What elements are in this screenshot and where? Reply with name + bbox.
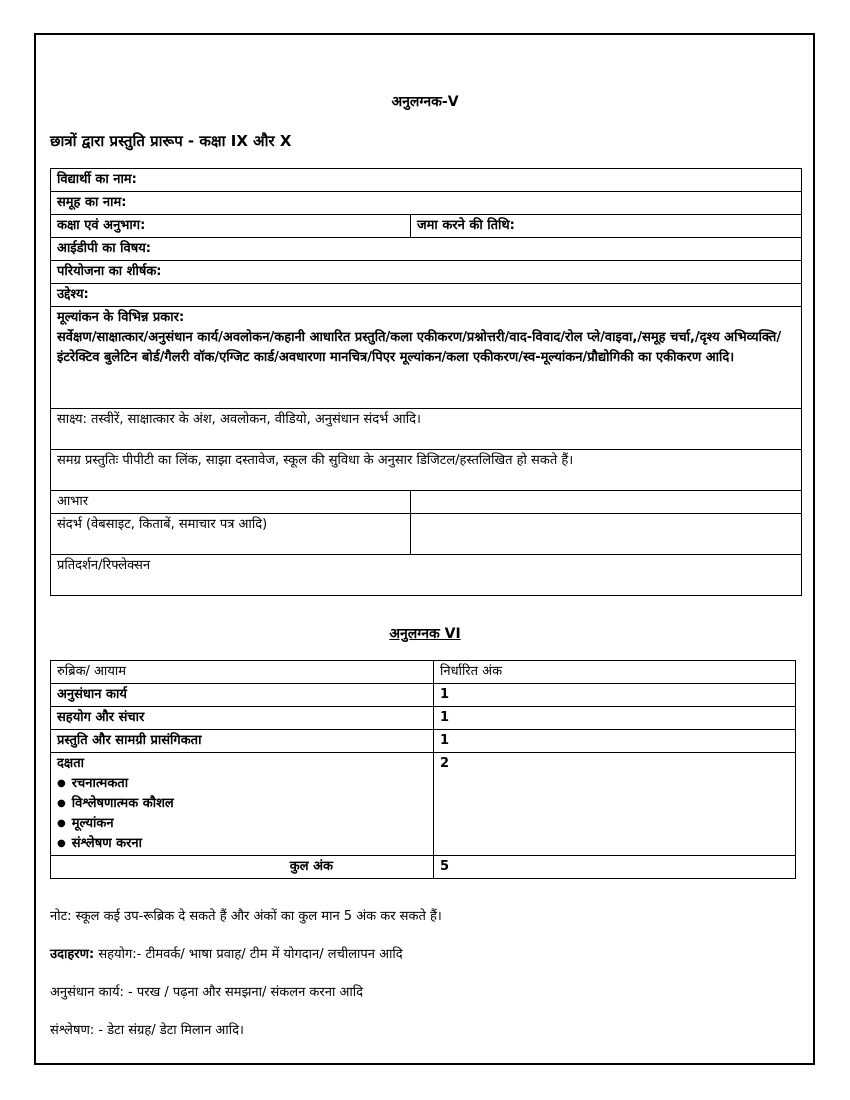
annex-5-title: अनुलग्नक-V [391,94,459,110]
assessment-types-label: मूल्यांकन के विभिन्न प्रकार: [57,310,185,325]
form-heading: छात्रों द्वारा प्रस्तुति प्रारूप - कक्षा IX और X [50,132,292,150]
table-row [51,753,796,856]
submission-date-field: जमा करने की तिथि: [411,215,802,238]
skills-label: दक्षता [57,756,85,771]
reflection-field: प्रतिदर्शन/रिफ्लेक्सन [51,555,802,596]
project-title-field: परियोजना का शीर्षक: [51,261,802,284]
rubric-label: प्रस्तुति और सामग्री प्रासंगिकता [51,730,434,753]
student-name-field: विद्यार्थी का नाम: [51,169,802,192]
acknowledgement-value [411,491,802,514]
table-row [51,730,796,753]
rubric-marks: 1 [434,684,796,707]
marks-header: निर्धारित अंक [434,661,796,684]
table-row [51,684,796,707]
rubric-header: रुब्रिक/ आयाम [51,661,434,684]
example-label: उदाहरण: [50,947,95,962]
presentation-format-table [50,168,802,596]
objective-field: उद्देश्य: [51,284,802,307]
evidence-field: साक्ष्य: तस्वीरें, साक्षात्कार के अंश, अवलोकन, वीडियो, अनुसंधान संदर्भ आदि। [51,409,802,450]
skills-cell [51,753,434,856]
research-note: अनुसंधान कार्य: - परख / पढ़ना और समझना/ संकलन करना आदि [50,985,364,1000]
references-label: संदर्भ (वेबसाइट, किताबें, समाचार पत्र आदि) [51,514,411,555]
rubric-label: सहयोग और संचार [51,707,434,730]
table-row [51,707,796,730]
rubric-marks: 1 [434,730,796,753]
rubric-marks: 1 [434,707,796,730]
skills-marks: 2 [434,753,796,856]
assessment-types-cell [51,307,802,409]
list-item: ● मूल्यांकन [57,814,427,834]
synthesis-note: संश्लेषण: - डेटा संग्रह/ डेटा मिलान आदि। [50,1023,244,1038]
total-marks: 5 [434,856,796,879]
total-label: कुल अंक [51,856,434,879]
skills-list [57,774,427,854]
note-text: नोट: स्कूल कई उप-रूब्रिक दे सकते हैं और अंकों का कुल मान 5 अंक कर सकते हैं। [50,909,442,924]
table-row [51,856,796,879]
list-item: ● रचनात्मकता [57,774,427,794]
list-item: ● संश्लेषण करना [57,834,427,854]
example-line [50,944,403,962]
list-item: ● विश्लेषणात्मक कौशल [57,794,427,814]
overall-presentation-field: समग्र प्रस्तुतिः पीपीटी का लिंक, साझा दस्तावेज, स्कूल की सुविधा के अनुसार डिजिटल/हस्तलिखित हो सकते हैं। [51,450,802,491]
example-text: सहयोग:- टीमवर्क/ भाषा प्रवाह/ टीम में योगदान/ लचीलापन आदि [94,947,403,962]
assessment-types-text: सर्वेक्षण/साक्षात्कार/अनुसंधान कार्य/अवलोकन/कहानी आधारित प्रस्तुति/कला एकीकरण/प्रश्नोत्तरी/वाद-विवाद/रोल प्ले/वाइवा,/समूह चर्चा,/दृश्य अभिव्यक्ति/इंटरेक्टिव बुलेटिन बोर्ड/गैलरी वॉक/एग्जिट कार्ड/अवधारणा मानचित्र/पिएर मूल्यांकन/कला एकीकरण/स्व-मूल्यांकन/प्रौद्योगिकी का एकीकरण आदि। [57,330,782,365]
acknowledgement-label: आभार [51,491,411,514]
group-name-field: समूह का नाम: [51,192,802,215]
class-section-field: कक्षा एवं अनुभाग: [51,215,411,238]
references-value [411,514,802,555]
idp-subject-field: आईडीपी का विषय: [51,238,802,261]
rubric-table [50,660,796,879]
rubric-label: अनुसंधान कार्य [51,684,434,707]
annex-6-title: अनुलग्नक VI [389,626,461,642]
